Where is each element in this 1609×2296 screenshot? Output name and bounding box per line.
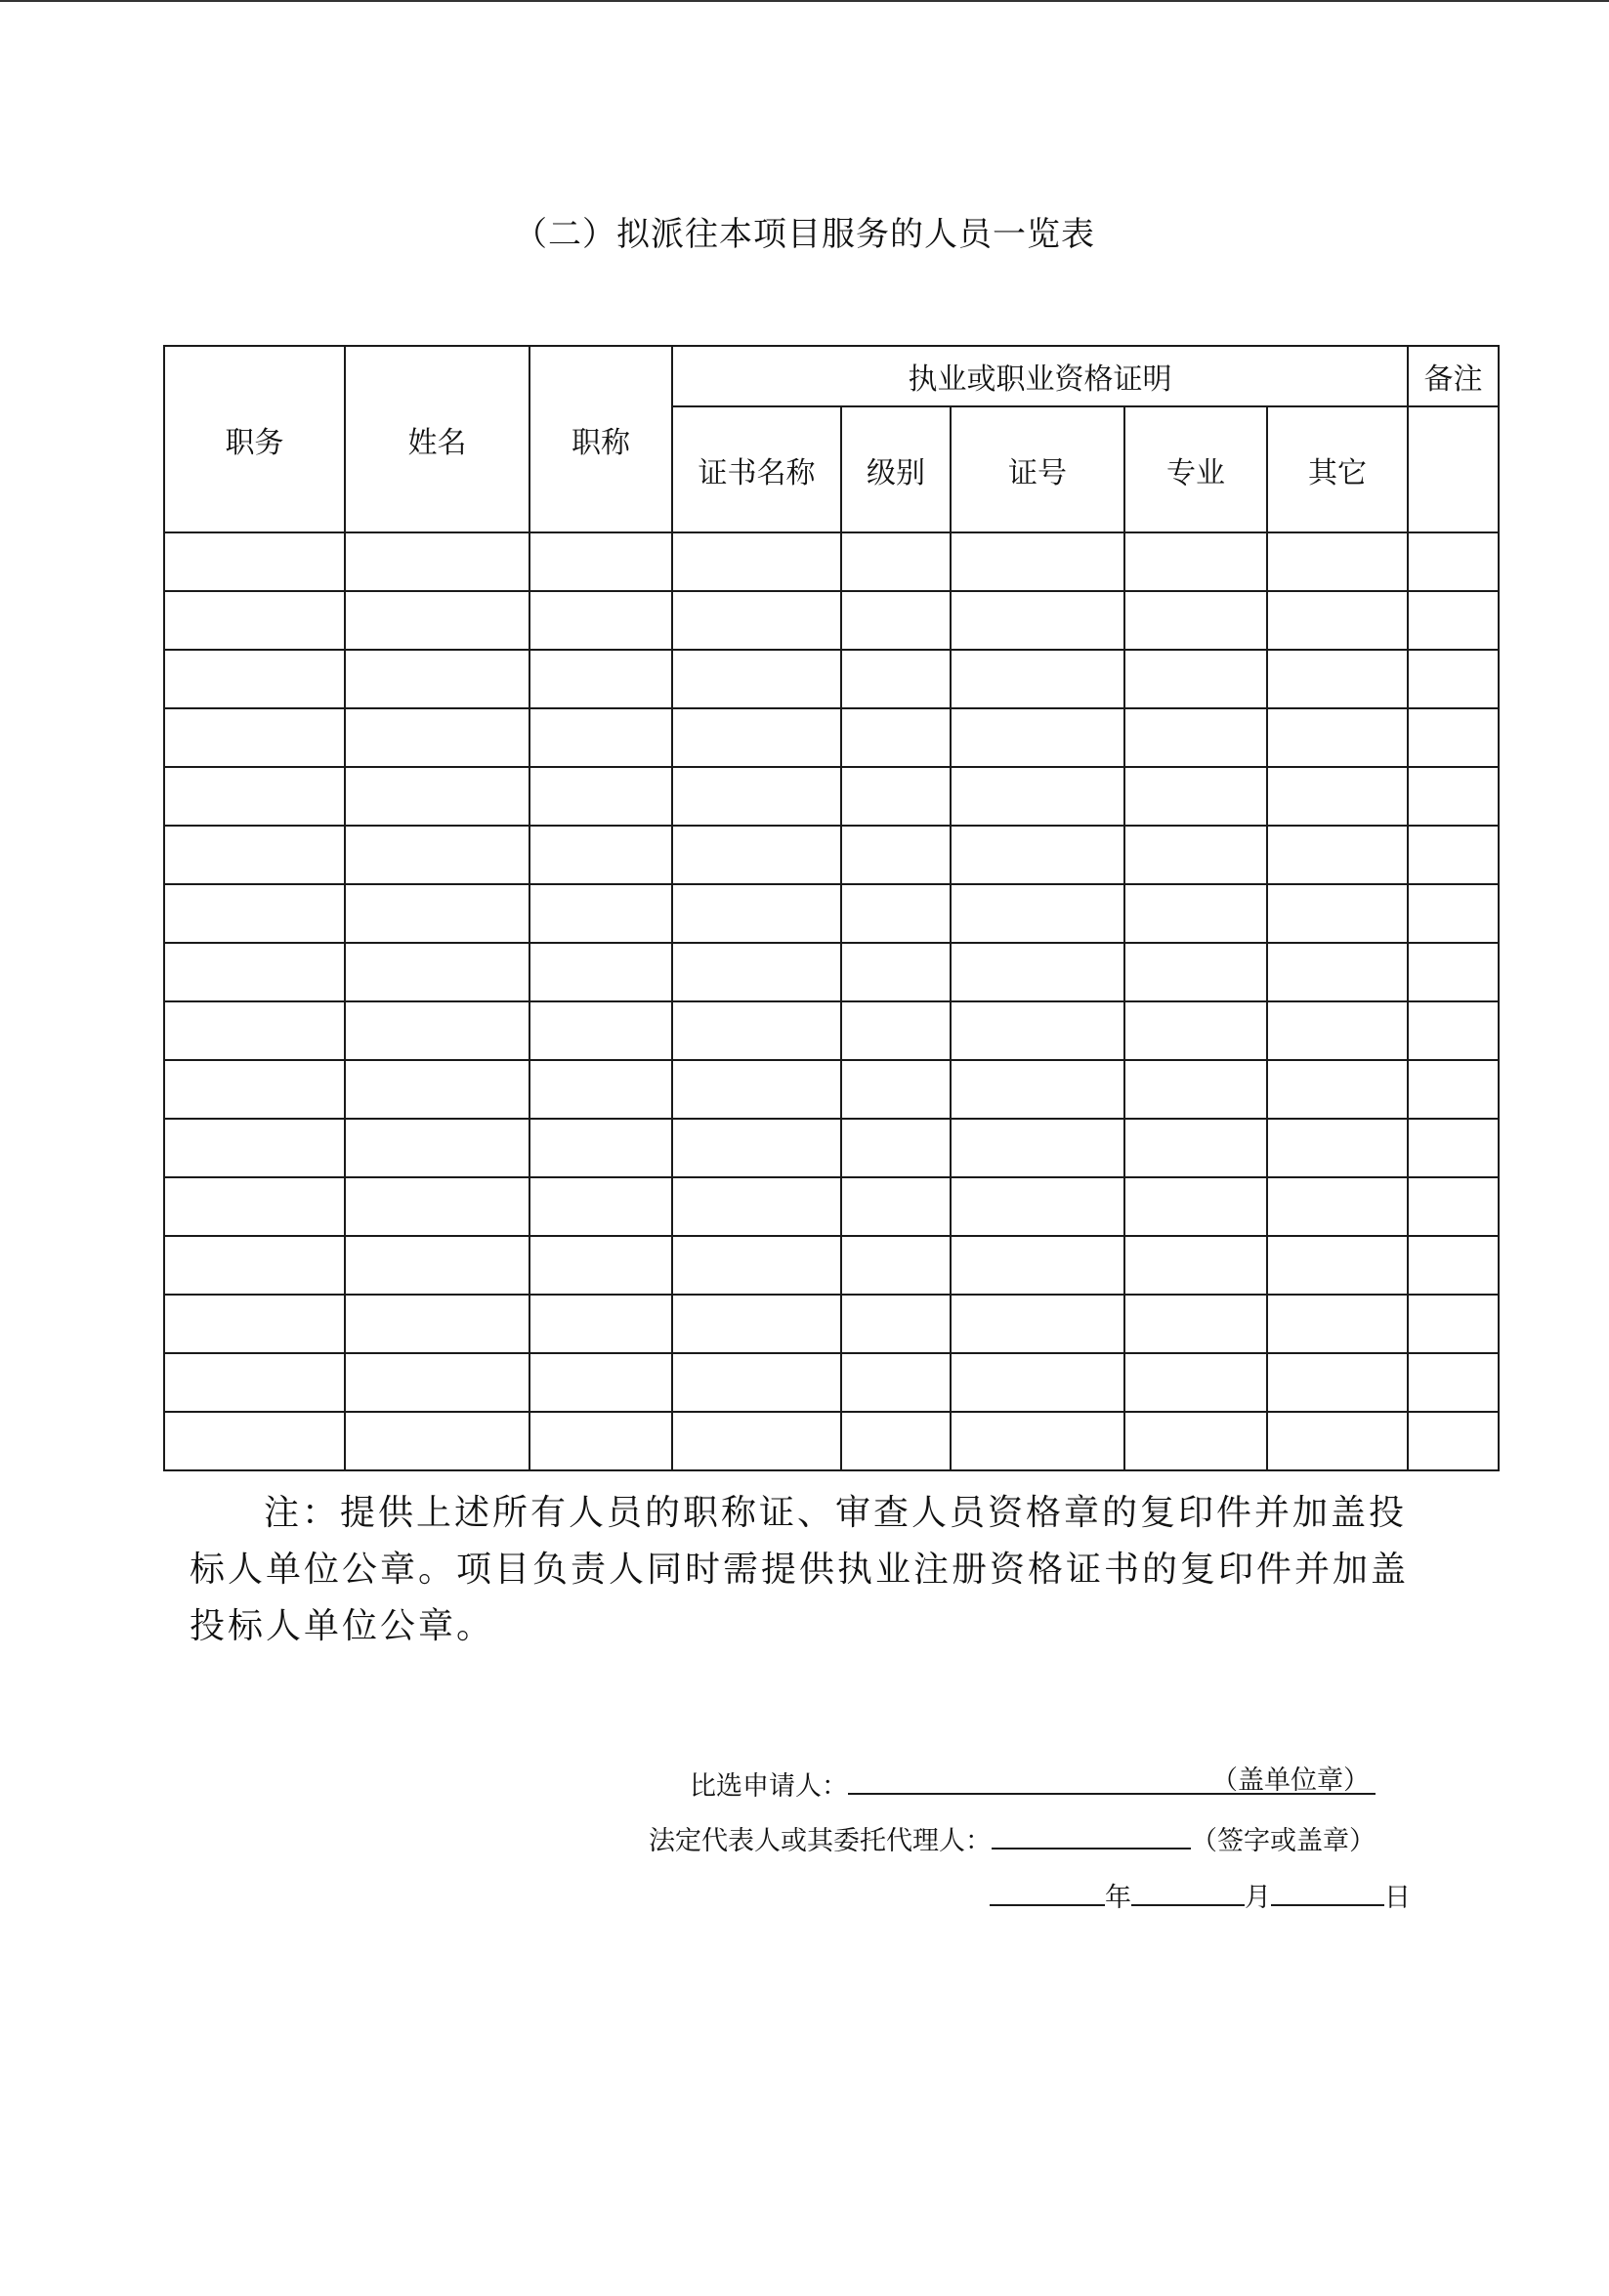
table-cell[interactable] xyxy=(1267,1353,1408,1412)
table-cell[interactable] xyxy=(951,884,1124,943)
table-cell[interactable] xyxy=(164,767,345,826)
table-cell[interactable] xyxy=(345,767,529,826)
table-cell[interactable] xyxy=(164,1001,345,1060)
table-cell[interactable] xyxy=(529,650,672,708)
representative-line xyxy=(649,1819,1376,1857)
table-cell[interactable] xyxy=(672,1236,841,1295)
table-cell[interactable] xyxy=(841,1060,951,1119)
footnote-line: 标人单位公章。项目负责人同时需提供执业注册资格证书的复印件并加盖 xyxy=(190,1550,1410,1590)
table-cell[interactable] xyxy=(164,708,345,767)
applicant-label: 比选申请人： xyxy=(690,1771,848,1802)
table-cell[interactable] xyxy=(951,1001,1124,1060)
table-cell[interactable] xyxy=(951,591,1124,650)
table-cell[interactable] xyxy=(345,884,529,943)
table-cell[interactable] xyxy=(1124,1295,1267,1353)
table-cell[interactable] xyxy=(1408,884,1499,943)
table-cell[interactable] xyxy=(1267,943,1408,1001)
table-cell[interactable] xyxy=(529,1001,672,1060)
table-cell[interactable] xyxy=(345,1177,529,1236)
table-row xyxy=(164,1353,1499,1412)
table-cell[interactable] xyxy=(1408,1236,1499,1295)
table-cell[interactable] xyxy=(164,1177,345,1236)
table-cell[interactable] xyxy=(164,1060,345,1119)
table-cell[interactable] xyxy=(345,532,529,591)
table-row xyxy=(164,1001,1499,1060)
table-cell[interactable] xyxy=(951,532,1124,591)
table-cell[interactable] xyxy=(529,1353,672,1412)
header-cert-number: 证号 xyxy=(951,406,1124,532)
table-cell[interactable] xyxy=(951,650,1124,708)
table-cell[interactable] xyxy=(164,943,345,1001)
table-cell[interactable] xyxy=(1124,943,1267,1001)
table-cell[interactable] xyxy=(841,532,951,591)
table-cell[interactable] xyxy=(841,1177,951,1236)
table-row xyxy=(164,1295,1499,1353)
table-cell[interactable] xyxy=(841,943,951,1001)
table-cell[interactable] xyxy=(1408,1295,1499,1353)
applicant-line xyxy=(690,1765,1376,1803)
table-cell[interactable] xyxy=(529,1177,672,1236)
table-cell[interactable] xyxy=(841,767,951,826)
table-cell[interactable] xyxy=(841,1353,951,1412)
table-cell[interactable] xyxy=(1408,650,1499,708)
table-cell[interactable] xyxy=(1124,591,1267,650)
table-cell[interactable] xyxy=(1408,826,1499,884)
header-cert-other: 其它 xyxy=(1267,406,1408,532)
table-cell[interactable] xyxy=(1124,1236,1267,1295)
table-cell[interactable] xyxy=(951,708,1124,767)
table-cell[interactable] xyxy=(1124,826,1267,884)
table-cell[interactable] xyxy=(1267,1295,1408,1353)
table-row xyxy=(164,1412,1499,1470)
table-cell[interactable] xyxy=(1124,767,1267,826)
table-cell[interactable] xyxy=(1408,1177,1499,1236)
header-remarks: 备注 xyxy=(1408,346,1499,406)
table-cell[interactable] xyxy=(345,1119,529,1177)
table-cell[interactable] xyxy=(672,1060,841,1119)
table-cell[interactable] xyxy=(345,591,529,650)
table-cell[interactable] xyxy=(1267,1412,1408,1470)
table-cell[interactable] xyxy=(164,650,345,708)
table-cell[interactable] xyxy=(164,1119,345,1177)
table-cell[interactable] xyxy=(164,1412,345,1470)
header-cert-level: 级别 xyxy=(841,406,951,532)
table-cell[interactable] xyxy=(529,591,672,650)
representative-blank[interactable] xyxy=(992,1822,1191,1850)
table-cell[interactable] xyxy=(841,1119,951,1177)
header-cert-group: 执业或职业资格证明 xyxy=(672,346,1408,406)
table-cell[interactable] xyxy=(672,1412,841,1470)
table-cell[interactable] xyxy=(1267,708,1408,767)
table-cell[interactable] xyxy=(672,943,841,1001)
table-cell[interactable] xyxy=(672,650,841,708)
table-cell[interactable] xyxy=(672,1001,841,1060)
table-cell[interactable] xyxy=(1408,708,1499,767)
representative-label: 法定代表人或其委托代理人： xyxy=(649,1826,992,1856)
table-cell[interactable] xyxy=(345,943,529,1001)
table-cell[interactable] xyxy=(951,943,1124,1001)
table-cell[interactable] xyxy=(345,1060,529,1119)
header-row-top xyxy=(164,346,1499,406)
table-row xyxy=(164,1060,1499,1119)
table-cell[interactable] xyxy=(1267,1119,1408,1177)
table-cell[interactable] xyxy=(1408,943,1499,1001)
table-cell[interactable] xyxy=(1408,591,1499,650)
table-row xyxy=(164,884,1499,943)
table-cell[interactable] xyxy=(1124,1177,1267,1236)
table-cell[interactable] xyxy=(1267,1236,1408,1295)
table-cell[interactable] xyxy=(841,1412,951,1470)
table-cell[interactable] xyxy=(529,532,672,591)
table-cell[interactable] xyxy=(1267,1177,1408,1236)
table-cell[interactable] xyxy=(345,650,529,708)
table-cell[interactable] xyxy=(1124,1353,1267,1412)
table-cell[interactable] xyxy=(951,1353,1124,1412)
footnote xyxy=(190,1485,1411,1655)
table-cell[interactable] xyxy=(672,708,841,767)
table-cell[interactable] xyxy=(1124,532,1267,591)
day-label: 日 xyxy=(1384,1883,1411,1913)
table-cell[interactable] xyxy=(1267,650,1408,708)
applicant-blank[interactable] xyxy=(848,1767,1376,1795)
table-cell[interactable] xyxy=(1124,1001,1267,1060)
table-cell[interactable] xyxy=(529,1060,672,1119)
table-cell[interactable] xyxy=(1124,650,1267,708)
table-row xyxy=(164,1236,1499,1295)
table-cell[interactable] xyxy=(672,884,841,943)
table-cell[interactable] xyxy=(164,1295,345,1353)
year-blank[interactable] xyxy=(990,1879,1105,1906)
applicant-note: （盖单位章） xyxy=(1211,1765,1370,1796)
table-cell[interactable] xyxy=(529,1295,672,1353)
table-cell[interactable] xyxy=(841,650,951,708)
table-cell[interactable] xyxy=(1408,1001,1499,1060)
table-cell[interactable] xyxy=(1408,767,1499,826)
table-cell[interactable] xyxy=(672,1295,841,1353)
day-blank[interactable] xyxy=(1271,1879,1384,1906)
table-cell[interactable] xyxy=(1408,1412,1499,1470)
table-cell[interactable] xyxy=(1124,1119,1267,1177)
table-cell[interactable] xyxy=(529,826,672,884)
header-title: 职称 xyxy=(529,346,672,532)
table-cell[interactable] xyxy=(951,1177,1124,1236)
table-cell[interactable] xyxy=(345,826,529,884)
table-cell[interactable] xyxy=(345,1353,529,1412)
header-cert-specialty: 专业 xyxy=(1124,406,1267,532)
table-cell[interactable] xyxy=(164,532,345,591)
table-cell[interactable] xyxy=(164,1236,345,1295)
table-cell[interactable] xyxy=(951,1236,1124,1295)
table-cell[interactable] xyxy=(345,1236,529,1295)
header-name: 姓名 xyxy=(345,346,529,532)
page-top-edge xyxy=(0,0,1609,2)
table-cell[interactable] xyxy=(1408,1060,1499,1119)
table-row xyxy=(164,1119,1499,1177)
table-cell[interactable] xyxy=(951,767,1124,826)
table-cell[interactable] xyxy=(1124,884,1267,943)
table-cell[interactable] xyxy=(1267,826,1408,884)
table-cell[interactable] xyxy=(672,1177,841,1236)
table-cell[interactable] xyxy=(1124,708,1267,767)
table-cell[interactable] xyxy=(164,826,345,884)
month-label: 月 xyxy=(1245,1883,1271,1913)
footnote-line: 注：提供上述所有人员的职称证、审查人员资格章的复印件并加盖投 xyxy=(264,1493,1408,1533)
date-line xyxy=(990,1876,1411,1914)
table-cell[interactable] xyxy=(1124,1412,1267,1470)
table-row xyxy=(164,650,1499,708)
table-row xyxy=(164,708,1499,767)
table-row xyxy=(164,532,1499,591)
month-blank[interactable] xyxy=(1131,1879,1245,1906)
table-cell[interactable] xyxy=(1408,1119,1499,1177)
table-cell[interactable] xyxy=(1408,1353,1499,1412)
table-cell[interactable] xyxy=(529,884,672,943)
personnel-table xyxy=(163,345,1500,1471)
table-cell[interactable] xyxy=(672,767,841,826)
table-cell[interactable] xyxy=(345,1001,529,1060)
table-cell[interactable] xyxy=(529,943,672,1001)
table-cell[interactable] xyxy=(951,1060,1124,1119)
year-label: 年 xyxy=(1105,1883,1131,1913)
table-cell[interactable] xyxy=(672,826,841,884)
table-cell[interactable] xyxy=(345,708,529,767)
table-cell[interactable] xyxy=(164,884,345,943)
table-cell[interactable] xyxy=(1267,1001,1408,1060)
table-cell[interactable] xyxy=(951,1412,1124,1470)
table-row xyxy=(164,1177,1499,1236)
representative-note: （签字或盖章） xyxy=(1191,1826,1376,1856)
footnote-line: 投标人单位公章。 xyxy=(190,1606,495,1646)
table-cell[interactable] xyxy=(345,1295,529,1353)
table-cell[interactable] xyxy=(841,591,951,650)
table-cell[interactable] xyxy=(164,591,345,650)
table-cell[interactable] xyxy=(841,1236,951,1295)
table-row xyxy=(164,767,1499,826)
table-cell[interactable] xyxy=(1267,532,1408,591)
table-row xyxy=(164,591,1499,650)
table-cell[interactable] xyxy=(951,1119,1124,1177)
table-cell[interactable] xyxy=(164,1353,345,1412)
table-cell[interactable] xyxy=(529,1119,672,1177)
header-cert-name: 证书名称 xyxy=(672,406,841,532)
table-cell[interactable] xyxy=(672,1119,841,1177)
table-cell[interactable] xyxy=(529,708,672,767)
table-cell[interactable] xyxy=(841,1295,951,1353)
table-cell[interactable] xyxy=(672,1353,841,1412)
header-remarks-blank xyxy=(1408,406,1499,532)
table-cell[interactable] xyxy=(1124,1060,1267,1119)
table-cell[interactable] xyxy=(529,1236,672,1295)
table-row xyxy=(164,826,1499,884)
table-cell[interactable] xyxy=(841,826,951,884)
table-cell[interactable] xyxy=(1267,767,1408,826)
table-cell[interactable] xyxy=(951,826,1124,884)
table-cell[interactable] xyxy=(841,884,951,943)
header-position: 职务 xyxy=(164,346,345,532)
page-title: （二）拟派往本项目服务的人员一览表 xyxy=(514,215,1095,254)
table-cell[interactable] xyxy=(529,1412,672,1470)
table-cell[interactable] xyxy=(672,591,841,650)
table-cell[interactable] xyxy=(951,1295,1124,1353)
table-cell[interactable] xyxy=(1267,884,1408,943)
table-cell[interactable] xyxy=(841,1001,951,1060)
table-body xyxy=(164,346,1499,1470)
table-cell[interactable] xyxy=(529,767,672,826)
table-cell[interactable] xyxy=(1408,532,1499,591)
table-cell[interactable] xyxy=(1267,591,1408,650)
table-cell[interactable] xyxy=(1267,1060,1408,1119)
table-cell[interactable] xyxy=(345,1412,529,1470)
table-cell[interactable] xyxy=(672,532,841,591)
table-cell[interactable] xyxy=(841,708,951,767)
table-row xyxy=(164,943,1499,1001)
